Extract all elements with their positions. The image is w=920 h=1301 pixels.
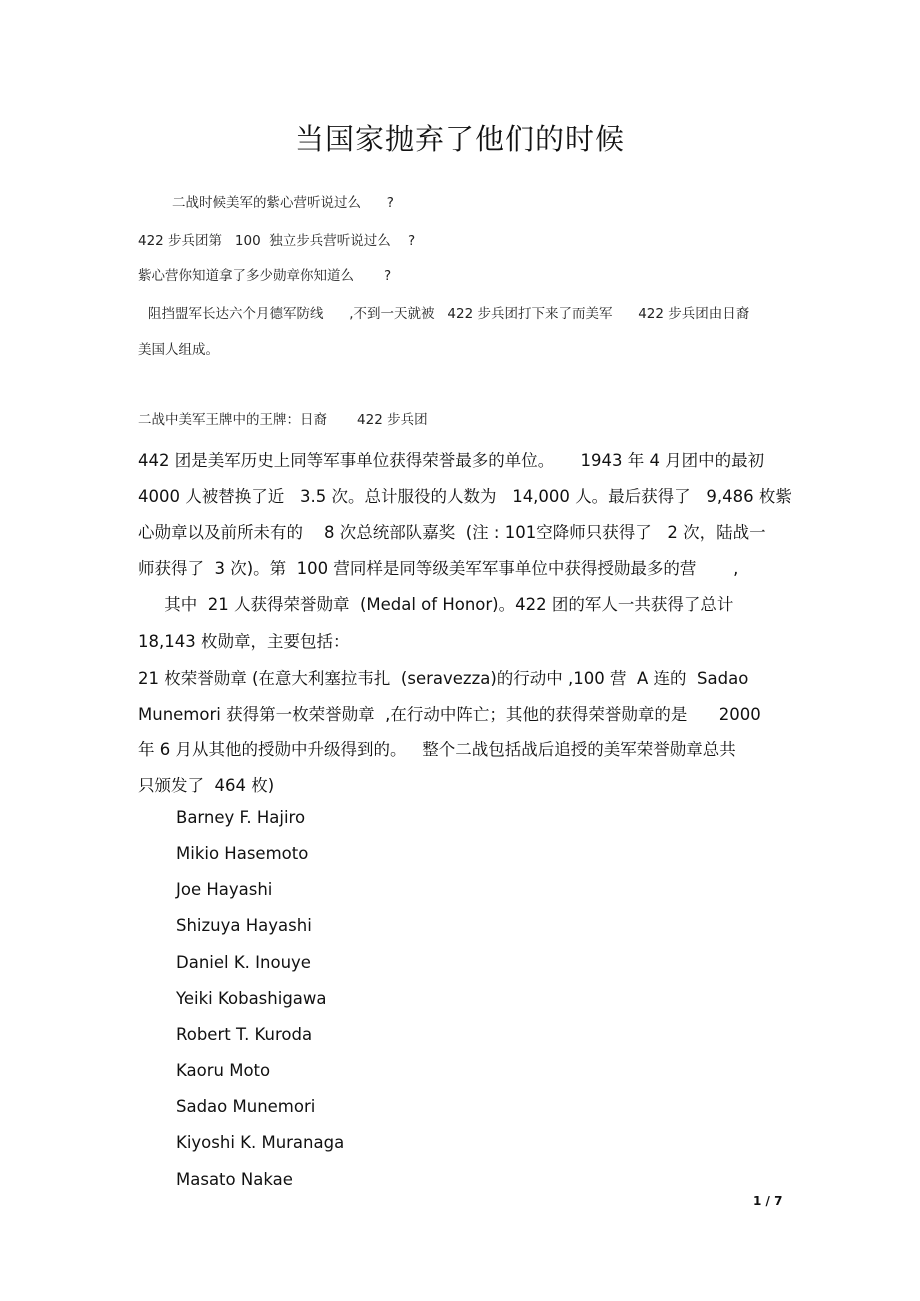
intro-line-1: 二战时候美军的紫心营听说过么 ?: [172, 195, 394, 211]
honoree-name: Yeiki Kobashigawa: [176, 989, 327, 1008]
body-line-2: 4000 人被替换了近 3.5 次。总计服役的人数为 14,000 人。最后获得了 9,486 枚紫: [138, 487, 792, 506]
intro-line-5: 美国人组成。: [138, 342, 219, 358]
honoree-name: Barney F. Hajiro: [176, 808, 306, 827]
intro-line-3: 紫心营你知道拿了多少勋章你知道么 ?: [138, 268, 392, 284]
intro-line-4: 阻挡盟军长达六个月德军防线 ,不到一天就被 422 步兵团打下来了而美军 422 步兵团由日裔: [148, 306, 750, 322]
body-line-9: 年 6 月从其他的授勋中升级得到的。 整个二战包括战后追授的美军荣誉勋章总共: [138, 740, 736, 759]
body-line-5: 其中 21 人获得荣誉勋章 (Medal of Honor)。422 团的军人一共获得了总计: [138, 595, 734, 614]
body-line-3: 心勋章以及前所未有的 8 次总统部队嘉奖 (注 : 101空降师只获得了 2 次，陆战一: [138, 523, 766, 542]
body-line-10: 只颁发了 464 枚): [138, 776, 275, 795]
body-line-6: 18,143 枚勋章，主要包括：: [138, 632, 350, 651]
intro-line-2: 422 步兵团第 100 独立步兵营听说过么 ?: [138, 233, 416, 249]
honoree-name: Robert T. Kuroda: [176, 1025, 313, 1044]
honoree-name: Kaoru Moto: [176, 1061, 271, 1080]
honoree-name: Sadao Munemori: [176, 1097, 316, 1116]
honoree-name: Mikio Hasemoto: [176, 844, 309, 863]
body-line-4: 师获得了 3 次)。第 100 营同样是同等级美军军事单位中获得授勋最多的营 ,: [138, 559, 739, 578]
honoree-name: Kiyoshi K. Muranaga: [176, 1133, 345, 1152]
honoree-name: Joe Hayashi: [176, 880, 273, 899]
honoree-name: Masato Nakae: [176, 1170, 293, 1189]
body-line-1: 442 团是美军历史上同等军事单位获得荣誉最多的单位。 1943 年 4 月团中的最初: [138, 451, 765, 470]
honoree-name: Daniel K. Inouye: [176, 953, 311, 972]
subheading: 二战中美军王牌中的王牌：日裔 422 步兵团: [138, 412, 428, 428]
document-title: 当国家抛弃了他们的时候: [294, 122, 625, 156]
honoree-name: Shizuya Hayashi: [176, 916, 312, 935]
body-line-8: Munemori 获得第一枚荣誉勋章 ,在行动中阵亡；其他的获得荣誉勋章的是 2000: [138, 705, 761, 724]
body-line-7: 21 枚荣誉勋章 (在意大利塞拉韦扎 (seravezza)的行动中 ,100 营 A 连的 Sadao: [138, 669, 749, 688]
page-number: 1 / 7: [753, 1194, 783, 1208]
